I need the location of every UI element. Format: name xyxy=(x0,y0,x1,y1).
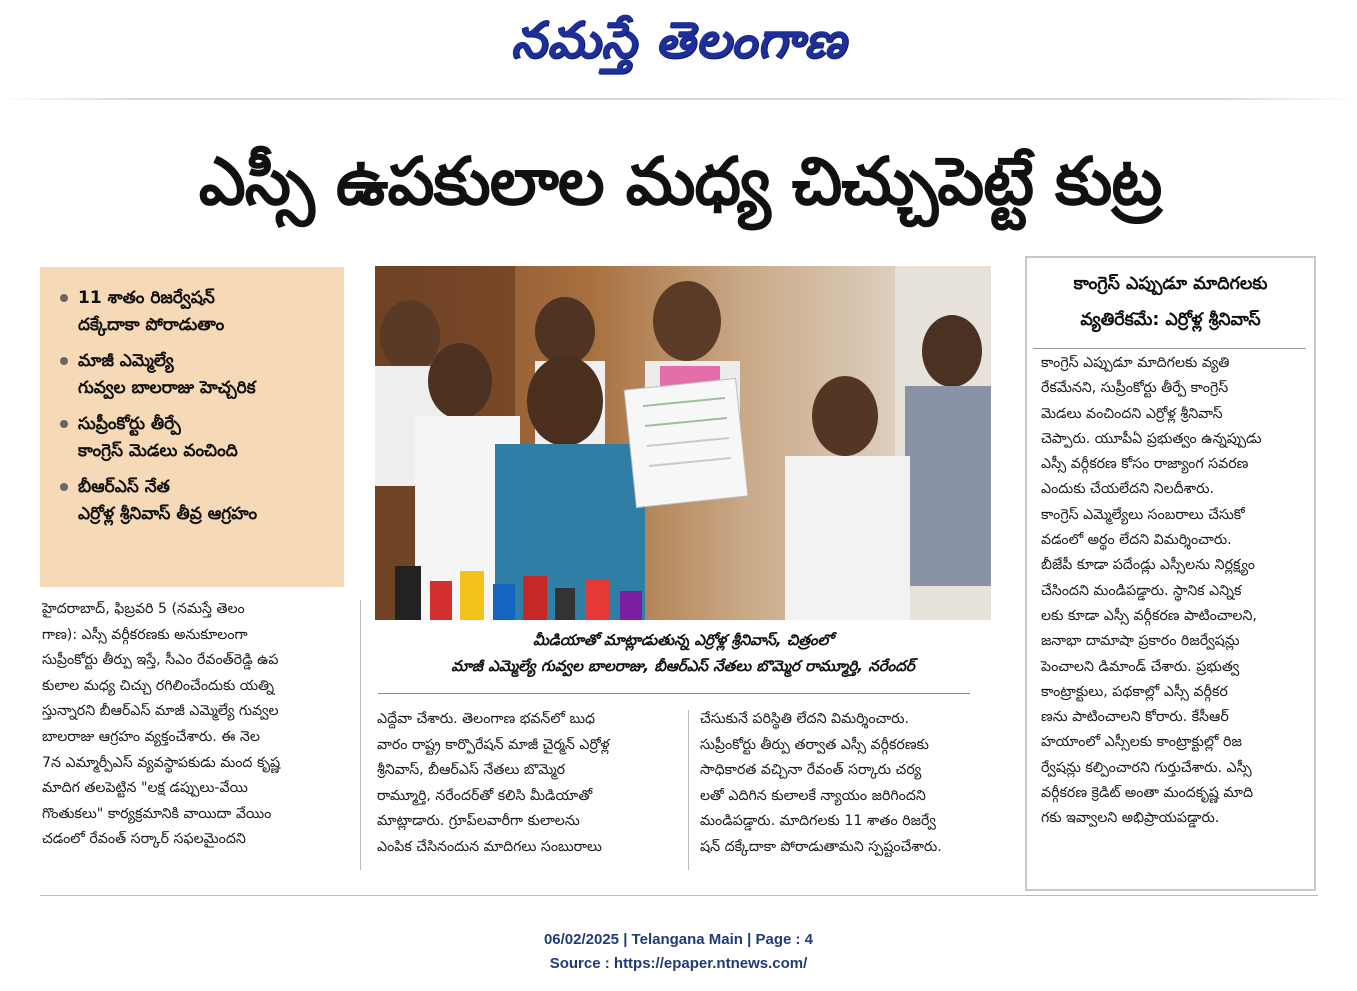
highlight-item xyxy=(54,285,336,339)
text-line: గాణ): ఎస్సీ వర్గీకరణకు అనుకూలంగా xyxy=(42,626,248,643)
text-line: రేకమేనని, సుప్రీంకోర్టు తీర్పే కాంగ్రెస్ xyxy=(1041,380,1229,397)
highlight-line: సుప్రీంకోర్టు తీర్పే xyxy=(78,414,181,434)
text-line: ఎద్దేవా చేశారు. తెలంగాణ భవన్‌లో బుధ xyxy=(377,711,596,727)
text-line: మాదిగ తలపెట్టిన "లక్ష డప్పులు-వేయి xyxy=(42,780,248,797)
text-line: కాంట్రాక్టులు, పథకాల్లో ఎస్సీ వర్గీకర xyxy=(1041,683,1228,700)
text-line: బాలరాజు ఆగ్రహం వ్యక్తంచేశారు. ఈ నెల xyxy=(42,728,260,745)
text-line: గొంతుకలు" కార్యక్రమానికి వాయిదా వేయిం xyxy=(42,805,272,822)
text-line: మాట్లాడారు. గ్రూప్‌లవారీగా కులాలను xyxy=(377,813,580,830)
text-line: బీజేపీ కూడా పదేండ్లు ఎస్సీలను నిర్లక్ష్యం xyxy=(1041,557,1255,574)
text-line: చేసిందని మండిపడ్డారు. స్థానిక ఎన్నిక xyxy=(1041,582,1242,599)
article-column-3 xyxy=(700,707,1006,861)
text-line: జనాభా దామాషా ప్రకారం రిజర్వేషన్లు xyxy=(1041,633,1240,650)
sidebar-body xyxy=(1041,351,1309,832)
text-line: వడంలో అర్థం లేదని విమర్శించారు. xyxy=(1041,532,1232,549)
text-line: హయాంలో ఎస్సీలకు కాంట్రాక్టుల్లో రిజ xyxy=(1041,734,1242,751)
text-line: హైదరాబాద్, ఫిబ్రవరి 5 (నమస్తే తెలం xyxy=(42,601,245,617)
highlight-line: 11 శాతం రిజర్వేషన్ xyxy=(78,288,215,308)
photo-caption xyxy=(375,627,991,679)
text-line: సుప్రీంకోర్టు తీర్పు తర్వాత ఎస్సీ వర్గీకరణకు xyxy=(700,736,929,753)
highlight-line: దక్కేదాకా పోరాడుతాం xyxy=(78,315,225,335)
text-line: ఎస్సీ వర్గీకరణ కోసం రాజ్యాంగ సవరణ xyxy=(1041,456,1249,473)
text-line: కులాల మధ్య చిచ్చు రగిలించేందుకు యత్ని xyxy=(42,677,275,694)
bottom-divider xyxy=(40,895,1318,896)
highlight-item xyxy=(54,411,336,465)
text-line: షన్ దక్కేదాకా పోరాడుతామని స్పష్టంచేశారు. xyxy=(700,838,942,855)
highlight-line: గువ్వల బాలరాజు హెచ్చరిక xyxy=(78,378,256,398)
caption-divider xyxy=(378,693,970,694)
article-column-2 xyxy=(377,707,677,861)
sidebar-divider xyxy=(1033,348,1306,349)
highlight-line: కాంగ్రెస్ మెడలు వంచింది xyxy=(78,441,238,461)
text-line: పెంచాలని డిమాండ్ చేశారు. ప్రభుత్వ xyxy=(1041,658,1240,675)
text-line: సాధికారత వచ్చినా రేవంత్ సర్కారు చర్య xyxy=(700,762,922,779)
text-line: చడంలో రేవంత్ సర్కార్ సఫలమైందని xyxy=(42,831,246,848)
masthead-divider xyxy=(0,98,1357,100)
press-photo xyxy=(375,266,991,620)
text-line: మెడలు వంచిందని ఎర్రోళ్ల శ్రీనివాస్ xyxy=(1041,405,1223,422)
text-line: సుప్రీంకోర్టు తీర్పు ఇస్తే, సీఎం రేవంత్‌రెడ్డి ఉప xyxy=(42,652,279,669)
press-photo-illustration xyxy=(375,266,991,620)
masthead xyxy=(0,6,1357,76)
sidebar-article xyxy=(1025,256,1316,891)
highlight-item xyxy=(54,474,336,528)
text-line: వర్గీకరణ క్రెడిట్ అంతా మందకృష్ణ మాది xyxy=(1041,785,1253,802)
text-line: ణను పాటించాలని కోరారు. కేసీఆర్ xyxy=(1041,709,1229,726)
column-divider xyxy=(688,710,689,870)
text-line: వారం రాష్ట్ర కార్పొరేషన్ మాజీ చైర్మన్ ఎర్రోళ్ల xyxy=(377,736,610,753)
text-line: ఎందుకు చేయలేదని నిలదీశారు. xyxy=(1041,481,1214,498)
text-line: చేసుకునే పరిస్థితి లేదని విమర్శించారు. xyxy=(700,711,910,727)
caption-line: మీడియాతో మాట్లాడుతున్న ఎర్రోళ్ల శ్రీనివాస్, చిత్రంలో xyxy=(532,631,834,649)
bullet-icon xyxy=(60,420,68,428)
text-line: లతో ఎదిగిన కులాలకే న్యాయం జరిగిందని xyxy=(700,787,926,804)
highlight-line: బీఆర్ఎస్ నేత xyxy=(78,477,170,497)
bullet-icon xyxy=(60,483,68,491)
newspaper-logo: నమస్తే తెలంగాణ xyxy=(510,10,847,69)
article-column-1 xyxy=(42,597,372,853)
text-line: శ్రీనివాస్, బీఆర్ఎస్ నేతలు బొమ్మెర xyxy=(377,762,566,779)
text-line: గకు ఇవ్వాలని అభిప్రాయపడ్డారు. xyxy=(1041,810,1220,827)
text-line: మండిపడ్డారు. మాదిగలకు 11 శాతం రిజర్వే xyxy=(700,813,936,830)
text-line: చెప్పారు. యూపీఏ ప్రభుత్వం ఉన్నప్పుడు xyxy=(1041,430,1262,447)
page-footer xyxy=(0,928,1357,976)
sidebar-heading-line: కాంగ్రెస్ ఎప్పుడూ మాదిగలకు xyxy=(1073,274,1268,294)
highlights-box xyxy=(40,267,344,587)
sidebar-heading-line: వ్యతిరేకమే: ఎర్రోళ్ల శ్రీనివాస్ xyxy=(1080,310,1261,330)
bullet-icon xyxy=(60,294,68,302)
text-line: కాంగ్రెస్ ఎమ్మెల్యేలు సంబరాలు చేసుకో xyxy=(1041,506,1245,523)
text-line: స్తున్నారని బీఆర్ఎస్ మాజీ ఎమ్మెల్యే గువ్వల xyxy=(42,703,279,720)
highlight-line: మాజీ ఎమ్మెల్యే xyxy=(78,351,174,371)
column-divider xyxy=(360,600,361,870)
highlight-item xyxy=(54,348,336,402)
text-line: ర్వేషన్లు కల్పించారని గుర్తుచేశారు. ఎస్సీ xyxy=(1041,759,1252,776)
sidebar-heading xyxy=(1027,258,1314,348)
text-line: ఎంపిక చేసినందున మాదిగలు సంబురాలు xyxy=(377,838,602,855)
caption-line: మాజీ ఎమ్మెల్యే గువ్వల బాలరాజు, బీఆర్ఎస్ నేతలు బొమ్మెర రామ్మూర్తి, నరేందర్ xyxy=(451,657,915,675)
text-line: 7న ఎమ్మార్పీఎస్ వ్యవస్థాపకుడు మంద కృష్ణ xyxy=(42,754,281,771)
article-headline: ఎస్సీ ఉపకులాల మధ్య చిచ్చుపెట్టే కుట్ర xyxy=(198,143,1162,220)
text-line: రామ్మూర్తి, నరేందర్‌తో కలిసి మీడియాతో xyxy=(377,787,593,804)
bullet-icon xyxy=(60,357,68,365)
footer-source-link[interactable]: Source : https://epaper.ntnews.com/ xyxy=(549,955,808,972)
text-line: లకు కూడా ఎస్సీ వర్గీకరణ పాటించాలని, xyxy=(1041,607,1257,624)
footer-edition-info: 06/02/2025 | Telangana Main | Page : 4 xyxy=(543,931,814,948)
text-line: కాంగ్రెస్ ఎప్పుడూ మాదిగలకు వ్యతి xyxy=(1041,355,1230,371)
highlight-line: ఎర్రోళ్ల శ్రీనివాస్ తీవ్ర ఆగ్రహం xyxy=(78,504,258,524)
